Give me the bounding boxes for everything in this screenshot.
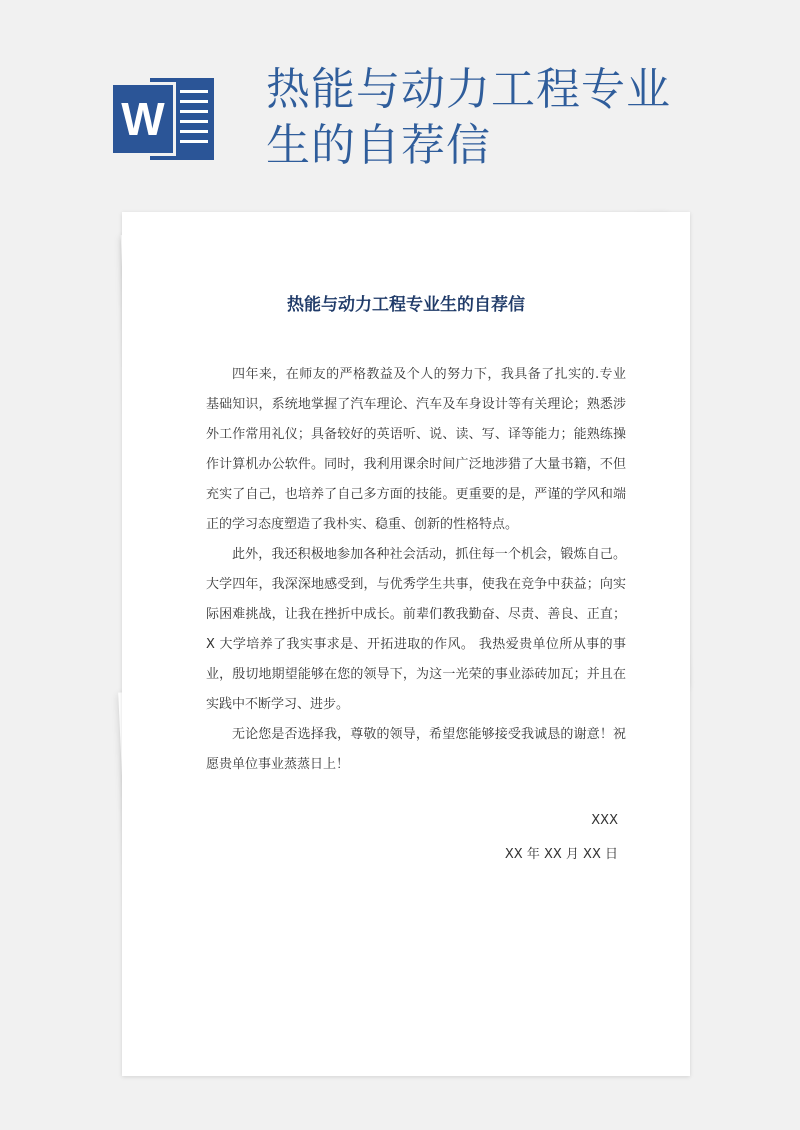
word-icon-line — [180, 120, 208, 123]
word-icon-line — [180, 140, 208, 143]
document-title: 热能与动力工程专业生的自荐信 — [287, 295, 525, 315]
paragraph-3: 无论您是否选择我，尊敬的领导，希望您能够接受我诚恳的谢意！祝愿贵单位事业蒸蒸日上！ — [206, 727, 626, 772]
paragraph-1: 四年来，在师友的严格教益及个人的努力下，我具备了扎实的.专业基础知识，系统地掌握了汽车理论、汽车及车身设计等有关理论；熟悉涉外工作常用礼仪；具备较好的英语听、说、读、写、译等能力；能熟练操作计算机办公软件。同时，我利用课余时间广泛地涉猎了大量书籍，不但充实了自己，也培养了自己多方面的技能。更重要的是，严谨的学风和端正的学习态度塑造了我朴实、稳重、创新的性格特点。 — [206, 367, 626, 532]
signature-name: XXX — [591, 813, 618, 828]
word-icon-line — [180, 100, 208, 103]
signature-block — [418, 804, 618, 872]
document-page — [122, 212, 690, 1076]
word-document-icon — [110, 78, 214, 160]
paragraph-2: 此外，我还积极地参加各种社会活动，抓住每一个机会，锻炼自己。大学四年，我深深地感受到，与优秀学生共事，使我在竞争中获益；向实际困难挑战，让我在挫折中成长。前辈们教我勤奋、尽责、善良、正直；X 大学培养了我实事求是、开拓进取的作风。 我热爱贵单位所从事的事业，殷切地期望能够在您的领导下，为这一光荣的事业添砖加瓦；并且在实践中不断学习、进步。 — [206, 547, 626, 712]
word-icon-line — [180, 90, 208, 93]
signature-date: XX 年 XX 月 XX 日 — [504, 847, 618, 862]
word-icon-letter: W — [110, 82, 176, 156]
word-icon-line — [180, 130, 208, 133]
document-body — [206, 360, 626, 780]
word-icon-line — [180, 110, 208, 113]
page-title: 热能与动力工程专业生的自荐信 — [266, 64, 671, 171]
